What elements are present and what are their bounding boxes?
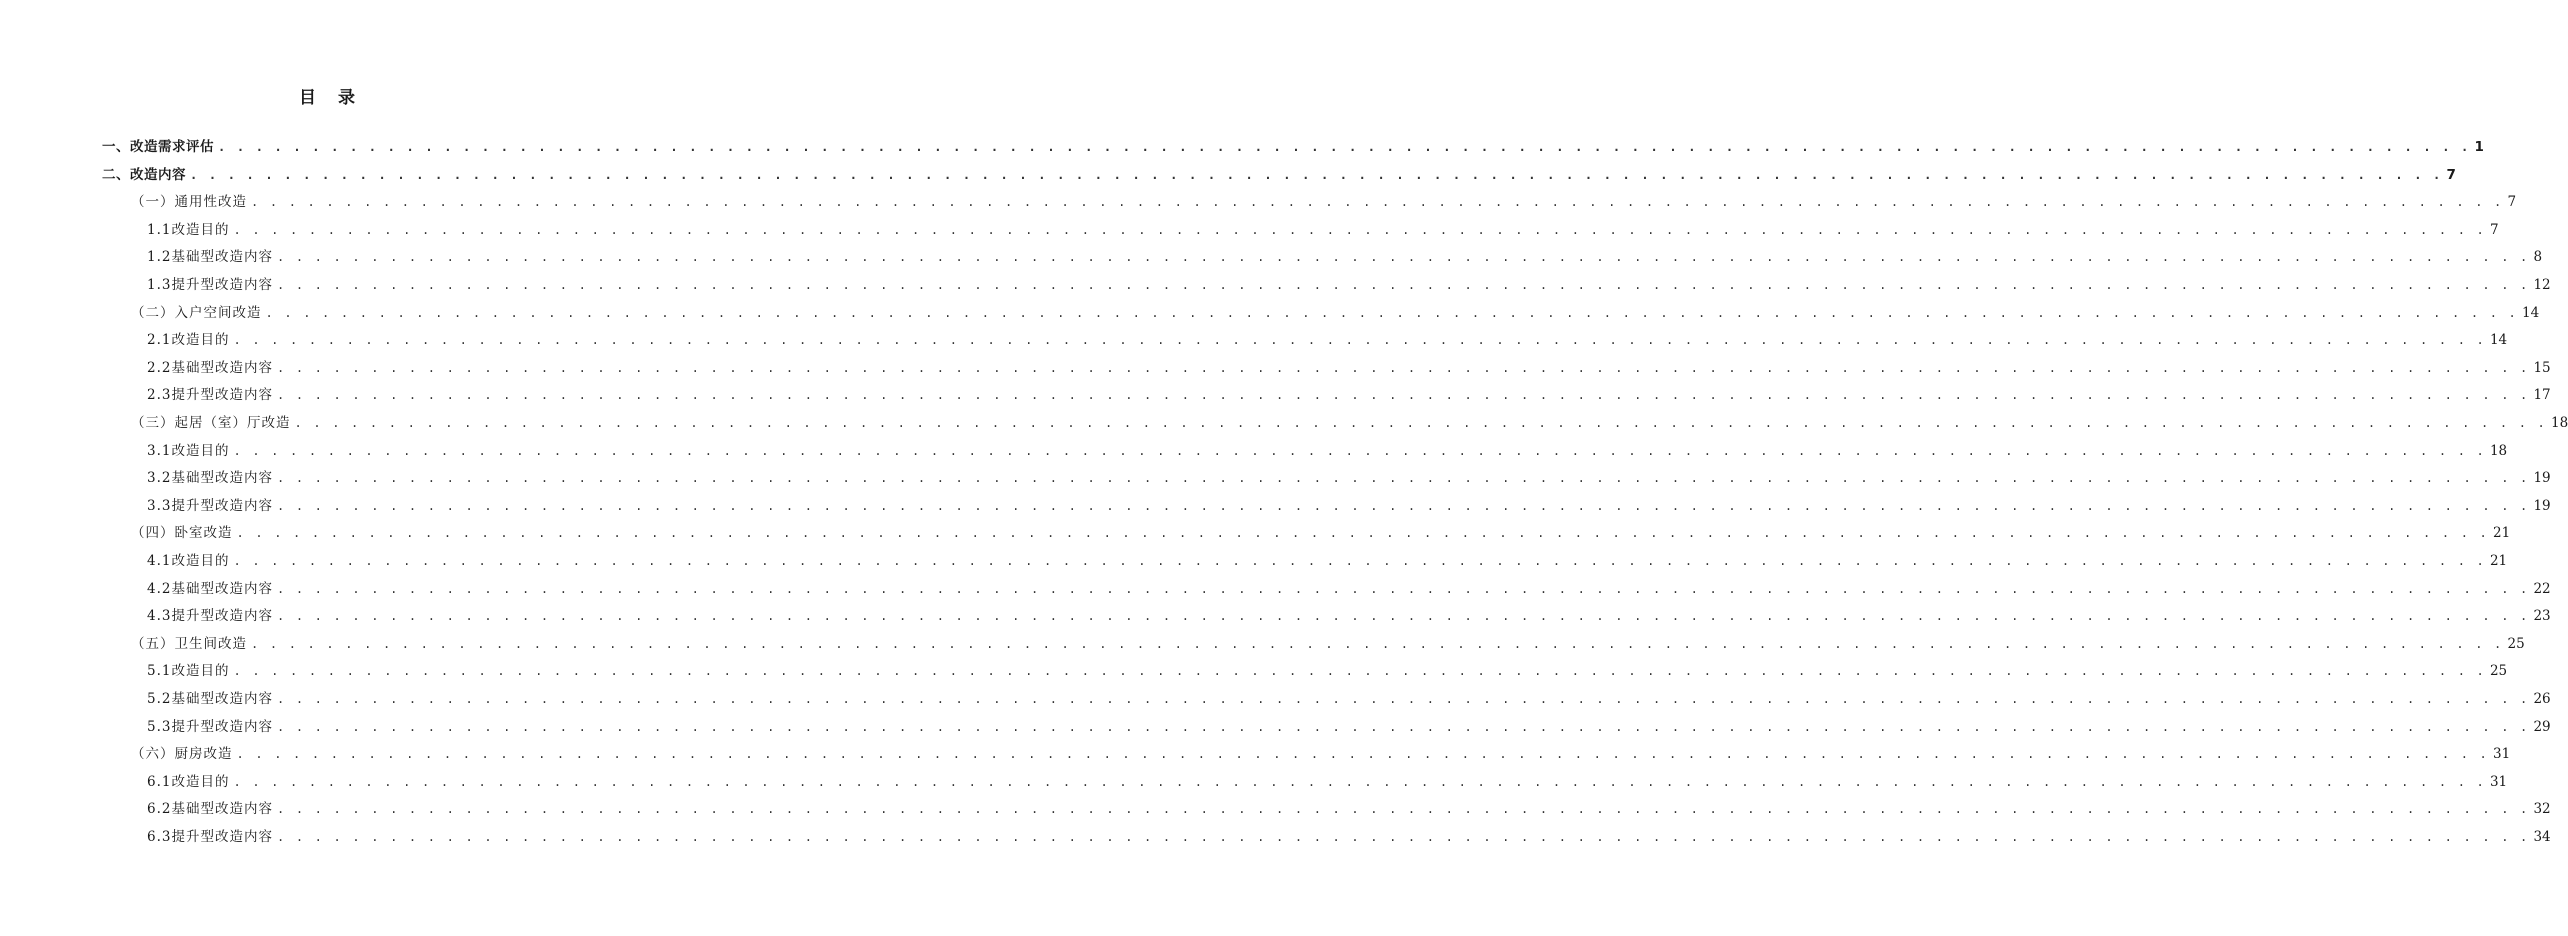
toc-entry[interactable] [147, 605, 2551, 627]
toc-dot-leader: . . . . . . . . . . . . . . . . . . . . . . . . . . . . . . . . . . . . . . . . . . . . . . . . . . . . . . . . . . . . . . . . . . . . . . . . . . . . . . . . . . . . . . . . . . . . . . . . . . . . . . . . . . . . . . . . . . . . . . . . [276, 692, 2530, 706]
toc-entry-page-number: 21 [2492, 525, 2511, 542]
toc-dot-leader: . . . . . . . . . . . . . . . . . . . . . . . . . . . . . . . . . . . . . . . . . . . . . . . . . . . . . . . . . . . . . . . . . . . . . . . . . . . . . . . . . . . . . . . . . . . . . . . . . . . . . . . . . . . . . . . . . . . . . . . . [276, 388, 2530, 403]
toc-dot-leader: . . . . . . . . . . . . . . . . . . . . . . . . . . . . . . . . . . . . . . . . . . . . . . . . . . . . . . . . . . . . . . . . . . . . . . . . . . . . . . . . . . . . . . . . . . . . . . . . . . . . . . . . . . . . . . . . . . . . . . . . [236, 747, 2489, 762]
toc-entry-label: 2.2基础型改造内容 [147, 359, 273, 376]
toc-entry-label: （四）卧室改造 [131, 525, 233, 542]
toc-entry-label: 1.3提升型改造内容 [147, 277, 273, 293]
toc-entry[interactable] [147, 329, 2508, 351]
toc-entry[interactable] [131, 191, 2517, 213]
toc-dot-leader: . . . . . . . . . . . . . . . . . . . . . . . . . . . . . . . . . . . . . . . . . . . . . . . . . . . . . . . . . . . . . . . . . . . . . . . . . . . . . . . . . . . . . . . . . . . . . . . . . . . . . . . . . . . . . . . . . . . . . . . . [276, 802, 2530, 817]
toc-dot-leader: . . . . . . . . . . . . . . . . . . . . . . . . . . . . . . . . . . . . . . . . . . . . . . . . . . . . . . . . . . . . . . . . . . . . . . . . . . . . . . . . . . . . . . . . . . . . . . . . . . . . . . . . . . . . . . . . . . . . . . . . [276, 830, 2530, 844]
toc-dot-leader: . . . . . . . . . . . . . . . . . . . . . . . . . . . . . . . . . . . . . . . . . . . . . . . . . . . . . . . . . . . . . . . . . . . . . . . . . . . . . . . . . . . . . . . . . . . . . . . . . . . . . . . . . . . . . . . . . . . . . . . . [233, 443, 2486, 458]
toc-entry-page-number: 21 [2489, 553, 2508, 569]
toc-entry-label: 2.1改造目的 [147, 332, 230, 349]
toc-dot-leader: . . . . . . . . . . . . . . . . . . . . . . . . . . . . . . . . . . . . . . . . . . . . . . . . . . . . . . . . . . . . . . . . . . . . . . . . . . . . . . . . . . . . . . . . . . . . . . . . . . . . . . . . . . . . . . . . . . . . . . . . [276, 719, 2530, 734]
toc-entry-label: 1.1改造目的 [147, 221, 230, 238]
toc-entry[interactable] [147, 219, 2499, 241]
toc-entry-page-number: 34 [2533, 829, 2551, 845]
toc-entry-page-number: 8 [2533, 249, 2543, 266]
toc-entry-page-number: 32 [2533, 801, 2551, 818]
toc-entry-label: 3.3提升型改造内容 [147, 497, 273, 514]
toc-entry-page-number: 19 [2533, 470, 2551, 487]
toc-entry-label: （二）入户空间改造 [131, 304, 262, 321]
toc-dot-leader: . . . . . . . . . . . . . . . . . . . . . . . . . . . . . . . . . . . . . . . . . . . . . . . . . . . . . . . . . . . . . . . . . . . . . . . . . . . . . . . . . . . . . . . . . . . . . . . . . . . . . . . . . . . . . . . . . . . . . . . . [233, 554, 2486, 568]
toc-entry[interactable] [147, 274, 2551, 296]
toc-entry[interactable] [102, 136, 2484, 158]
toc-entry[interactable] [147, 798, 2551, 820]
toc-entry[interactable] [147, 578, 2551, 600]
toc-entry-label: 二、改造内容 [102, 166, 186, 183]
toc-entry-label: 1.2基础型改造内容 [147, 249, 273, 266]
toc-entry-page-number: 23 [2533, 608, 2551, 625]
toc-entry-label: 4.3提升型改造内容 [147, 608, 273, 625]
toc-entry-label: 5.1改造目的 [147, 663, 230, 680]
toc-entry-label: （六）厨房改造 [131, 746, 233, 763]
toc-entry-page-number: 31 [2492, 746, 2511, 763]
toc-entry[interactable] [131, 743, 2511, 765]
toc-entry[interactable] [147, 716, 2551, 738]
toc-entry[interactable] [147, 771, 2508, 793]
toc-dot-leader: . . . . . . . . . . . . . . . . . . . . . . . . . . . . . . . . . . . . . . . . . . . . . . . . . . . . . . . . . . . . . . . . . . . . . . . . . . . . . . . . . . . . . . . . . . . . . . . . . . . . . . . . . . . . . . . . . . . . . . . . [265, 305, 2518, 320]
toc-entry[interactable] [102, 164, 2456, 186]
toc-entry[interactable] [131, 522, 2511, 544]
toc-entry[interactable] [147, 688, 2551, 710]
toc-dot-leader: . . . . . . . . . . . . . . . . . . . . . . . . . . . . . . . . . . . . . . . . . . . . . . . . . . . . . . . . . . . . . . . . . . . . . . . . . . . . . . . . . . . . . . . . . . . . . . . . . . . . . . . . . . . . . . . . . . . . . . . . [218, 140, 2471, 154]
toc-entry-label: 3.2基础型改造内容 [147, 470, 273, 487]
toc-entry-page-number: 1 [2474, 139, 2484, 155]
toc-entry-page-number: 18 [2550, 415, 2568, 431]
toc-dot-leader: . . . . . . . . . . . . . . . . . . . . . . . . . . . . . . . . . . . . . . . . . . . . . . . . . . . . . . . . . . . . . . . . . . . . . . . . . . . . . . . . . . . . . . . . . . . . . . . . . . . . . . . . . . . . . . . . . . . . . . . . [276, 581, 2530, 596]
toc-entry[interactable] [147, 826, 2551, 848]
toc-entry-page-number: 7 [2489, 221, 2499, 238]
toc-dot-leader: . . . . . . . . . . . . . . . . . . . . . . . . . . . . . . . . . . . . . . . . . . . . . . . . . . . . . . . . . . . . . . . . . . . . . . . . . . . . . . . . . . . . . . . . . . . . . . . . . . . . . . . . . . . . . . . . . . . . . . . . [233, 222, 2486, 237]
toc-entry-page-number: 19 [2533, 497, 2551, 514]
toc-dot-leader: . . . . . . . . . . . . . . . . . . . . . . . . . . . . . . . . . . . . . . . . . . . . . . . . . . . . . . . . . . . . . . . . . . . . . . . . . . . . . . . . . . . . . . . . . . . . . . . . . . . . . . . . . . . . . . . . . . . . . . . . [233, 664, 2486, 679]
toc-entry-page-number: 22 [2533, 580, 2551, 597]
toc-dot-leader: . . . . . . . . . . . . . . . . . . . . . . . . . . . . . . . . . . . . . . . . . . . . . . . . . . . . . . . . . . . . . . . . . . . . . . . . . . . . . . . . . . . . . . . . . . . . . . . . . . . . . . . . . . . . . . . . . . . . . . . . [233, 774, 2486, 789]
toc-entry-page-number: 25 [2507, 635, 2525, 652]
toc-entry-page-number: 26 [2533, 691, 2551, 707]
toc-entry-label: 6.2基础型改造内容 [147, 801, 273, 818]
toc-entry-page-number: 29 [2533, 718, 2551, 735]
toc-entry-label: 一、改造需求评估 [102, 139, 214, 155]
toc-entry-page-number: 14 [2521, 304, 2540, 321]
toc-entry-label: 4.2基础型改造内容 [147, 580, 273, 597]
toc-dot-leader: . . . . . . . . . . . . . . . . . . . . . . . . . . . . . . . . . . . . . . . . . . . . . . . . . . . . . . . . . . . . . . . . . . . . . . . . . . . . . . . . . . . . . . . . . . . . . . . . . . . . . . . . . . . . . . . . . . . . . . . . [276, 360, 2530, 375]
toc-entry-label: 2.3提升型改造内容 [147, 387, 273, 404]
toc-entry[interactable] [147, 660, 2508, 682]
toc-entry-label: 6.1改造目的 [147, 773, 230, 790]
toc-dot-leader: . . . . . . . . . . . . . . . . . . . . . . . . . . . . . . . . . . . . . . . . . . . . . . . . . . . . . . . . . . . . . . . . . . . . . . . . . . . . . . . . . . . . . . . . . . . . . . . . . . . . . . . . . . . . . . . . . . . . . . . . [190, 167, 2443, 182]
toc-entry[interactable] [147, 467, 2551, 489]
toc-dot-leader: . . . . . . . . . . . . . . . . . . . . . . . . . . . . . . . . . . . . . . . . . . . . . . . . . . . . . . . . . . . . . . . . . . . . . . . . . . . . . . . . . . . . . . . . . . . . . . . . . . . . . . . . . . . . . . . . . . . . . . . . [233, 333, 2486, 348]
toc-entry-label: 3.1改造目的 [147, 442, 230, 459]
toc-entry-page-number: 7 [2446, 166, 2456, 183]
toc-entry[interactable] [131, 412, 2568, 434]
toc-entry[interactable] [147, 246, 2543, 268]
toc-entry[interactable] [147, 550, 2508, 572]
toc-dot-leader: . . . . . . . . . . . . . . . . . . . . . . . . . . . . . . . . . . . . . . . . . . . . . . . . . . . . . . . . . . . . . . . . . . . . . . . . . . . . . . . . . . . . . . . . . . . . . . . . . . . . . . . . . . . . . . . . . . . . . . . . [276, 278, 2530, 292]
toc-entry-page-number: 7 [2507, 194, 2517, 211]
toc-entry-label: 6.3提升型改造内容 [147, 829, 273, 845]
toc-entry-label: （三）起居（室）厅改造 [131, 415, 291, 431]
toc-entry-page-number: 18 [2489, 442, 2508, 459]
toc-entry-page-number: 12 [2533, 277, 2551, 293]
toc-entry[interactable] [131, 633, 2525, 655]
toc-entry-page-number: 31 [2489, 773, 2508, 790]
toc-entry[interactable] [147, 495, 2551, 517]
toc-entry[interactable] [131, 302, 2540, 324]
toc-entry-label: （五）卫生间改造 [131, 635, 247, 652]
toc-dot-leader: . . . . . . . . . . . . . . . . . . . . . . . . . . . . . . . . . . . . . . . . . . . . . . . . . . . . . . . . . . . . . . . . . . . . . . . . . . . . . . . . . . . . . . . . . . . . . . . . . . . . . . . . . . . . . . . . . . . . . . . . [251, 195, 2504, 210]
toc-dot-leader: . . . . . . . . . . . . . . . . . . . . . . . . . . . . . . . . . . . . . . . . . . . . . . . . . . . . . . . . . . . . . . . . . . . . . . . . . . . . . . . . . . . . . . . . . . . . . . . . . . . . . . . . . . . . . . . . . . . . . . . . [294, 416, 2547, 430]
toc-entry[interactable] [147, 440, 2508, 462]
toc-dot-leader: . . . . . . . . . . . . . . . . . . . . . . . . . . . . . . . . . . . . . . . . . . . . . . . . . . . . . . . . . . . . . . . . . . . . . . . . . . . . . . . . . . . . . . . . . . . . . . . . . . . . . . . . . . . . . . . . . . . . . . . . [251, 636, 2504, 651]
toc-entry-page-number: 14 [2489, 332, 2508, 349]
toc-dot-leader: . . . . . . . . . . . . . . . . . . . . . . . . . . . . . . . . . . . . . . . . . . . . . . . . . . . . . . . . . . . . . . . . . . . . . . . . . . . . . . . . . . . . . . . . . . . . . . . . . . . . . . . . . . . . . . . . . . . . . . . . [276, 498, 2530, 513]
toc-entry-page-number: 15 [2533, 359, 2551, 376]
toc-entry-label: 5.2基础型改造内容 [147, 691, 273, 707]
toc-entry-label: 5.3提升型改造内容 [147, 718, 273, 735]
toc-entry-label: （一）通用性改造 [131, 194, 247, 211]
toc-entry[interactable] [147, 357, 2551, 379]
toc-entry[interactable] [147, 384, 2551, 406]
page-title: 目 录 [299, 88, 363, 108]
toc-entry-page-number: 25 [2489, 663, 2508, 680]
toc-dot-leader: . . . . . . . . . . . . . . . . . . . . . . . . . . . . . . . . . . . . . . . . . . . . . . . . . . . . . . . . . . . . . . . . . . . . . . . . . . . . . . . . . . . . . . . . . . . . . . . . . . . . . . . . . . . . . . . . . . . . . . . . [236, 526, 2489, 541]
toc-entry-label: 4.1改造目的 [147, 553, 230, 569]
toc-dot-leader: . . . . . . . . . . . . . . . . . . . . . . . . . . . . . . . . . . . . . . . . . . . . . . . . . . . . . . . . . . . . . . . . . . . . . . . . . . . . . . . . . . . . . . . . . . . . . . . . . . . . . . . . . . . . . . . . . . . . . . . . [276, 471, 2530, 486]
toc-dot-leader: . . . . . . . . . . . . . . . . . . . . . . . . . . . . . . . . . . . . . . . . . . . . . . . . . . . . . . . . . . . . . . . . . . . . . . . . . . . . . . . . . . . . . . . . . . . . . . . . . . . . . . . . . . . . . . . . . . . . . . . . [276, 250, 2530, 265]
toc-entry-page-number: 17 [2533, 387, 2551, 404]
toc-dot-leader: . . . . . . . . . . . . . . . . . . . . . . . . . . . . . . . . . . . . . . . . . . . . . . . . . . . . . . . . . . . . . . . . . . . . . . . . . . . . . . . . . . . . . . . . . . . . . . . . . . . . . . . . . . . . . . . . . . . . . . . . [276, 609, 2530, 624]
